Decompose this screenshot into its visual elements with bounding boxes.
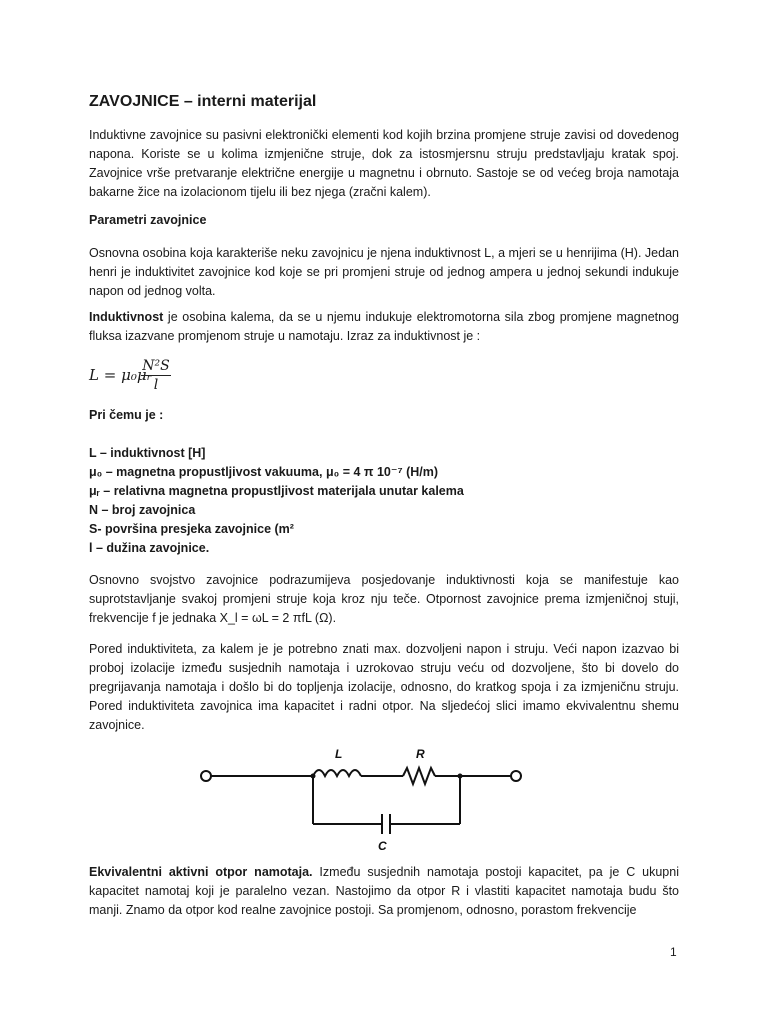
ekv-text: Između susjednih namotaja postoji kapacitet, pa je C ukupni kapacitet namotaj koji je paralelno vezan. Nastojimo da otpor R i vlastiti kapacitet namotaja budu što manji. Znamo da otpor kod realne zavojnice postoji. Sa promjenom, odnosno, porastom frekvencije <box>89 865 679 917</box>
equivalent-circuit-diagram <box>198 742 538 852</box>
where-label: Pri čemu je : <box>89 408 164 422</box>
junction-right <box>458 774 463 779</box>
reactance-paragraph: Osnovno svojstvo zavojnice podrazumijeva posjedovanje induktivnosti koja se manifestuje kao suprotstavljanje svakoj promjeni struje koja kroz nju teče. Otpornost zavojnice prema izmjeničnoj stuji, frekvencije f je jednaka X_l = ωL = 2 πfL (Ω). <box>89 573 679 625</box>
definition-item: N – broj zavojnica <box>89 503 196 517</box>
formula-lhs: L = μ₀μᵣ <box>89 366 152 384</box>
page-number: 1 <box>670 945 677 959</box>
right-terminal <box>511 771 521 781</box>
page-title: ZAVOJNICE – interni materijal <box>89 93 317 110</box>
formula-numerator: N²S <box>142 358 170 374</box>
inductor-coil <box>313 770 361 776</box>
definition-item: l – dužina zavojnice. <box>89 541 210 555</box>
ekv-term: Ekvivalentni aktivni otpor namotaja. <box>89 865 313 879</box>
ekv-paragraph <box>89 863 679 920</box>
inductance-paragraph <box>89 308 679 346</box>
definition-list <box>89 444 464 558</box>
definition-item: μᵣ – relativna magnetna propustljivost materijala unutar kalema <box>89 484 464 498</box>
junction-left <box>311 774 316 779</box>
formula-fraction <box>141 358 171 393</box>
definition-item: S- površina presjeka zavojnice (m² <box>89 522 294 536</box>
inductance-text: je osobina kalema, da se u njemu indukuje elektromotorna sila zbog promjene magnetnog fluksa izazvane promjenom struje u namotaju. Izraz za induktivnost je : <box>89 310 679 343</box>
resistor-zigzag <box>403 768 435 784</box>
params-heading: Parametri zavojnice <box>89 213 207 227</box>
left-terminal <box>201 771 211 781</box>
formula-denominator: l <box>153 377 159 393</box>
inductor-label: L <box>335 747 343 761</box>
capacitor-label: C <box>378 839 387 852</box>
params-paragraph: Osnovna osobina koja karakteriše neku zavojnicu je njena induktivnost L, a mjeri se u henrijima (H). Jedan henri je induktivitet zavojnice kod koje se pri promjeni struje od jednog ampera u jednoj sekundi indukuje napon od jednog volta. <box>89 246 679 298</box>
definition-item: μ₀ – magnetna propustljivost vakuuma, μ₀ = 4 π 10⁻⁷ (H/m) <box>89 465 439 479</box>
intro-paragraph: Induktivne zavojnice su pasivni elektronički elementi kod kojih brzina promjene struje zavisi od dovedenog napona. Koriste se u kolima izmjenične struje, dok za istosmjersnu struju predstavljaju kratak spoj. Zavojnice vrše pretvaranje električne energije u magnetnu i obrnuto. Sastoje se od većeg broja namotaja bakarne žice na izolacionom tijelu ili bez njega (zračni kalem). <box>89 128 679 199</box>
resistor-label: R <box>416 747 425 761</box>
inductance-formula <box>89 358 289 398</box>
pored-paragraph: Pored induktiviteta, za kalem je je potrebno znati max. dozvoljeni napon i struju. Veći napon izazvao bi proboj izolacije između susjednih namotaja i uzrokovao struju veću od dozvoljene, što bi dovelo do pregrijavanja namotaja i došlo bi do topljenja izolacije, odnosno, do kratkog spoja i za izmjeničnu struju. Pored induktiviteta zavojnica ima kapacitet i radni otpor. Na sljedećoj slici imamo ekvivalentnu shemu zavojnice. <box>89 642 679 732</box>
inductance-term: Induktivnost <box>89 310 164 324</box>
definition-item: L – induktivnost [H] <box>89 446 206 460</box>
